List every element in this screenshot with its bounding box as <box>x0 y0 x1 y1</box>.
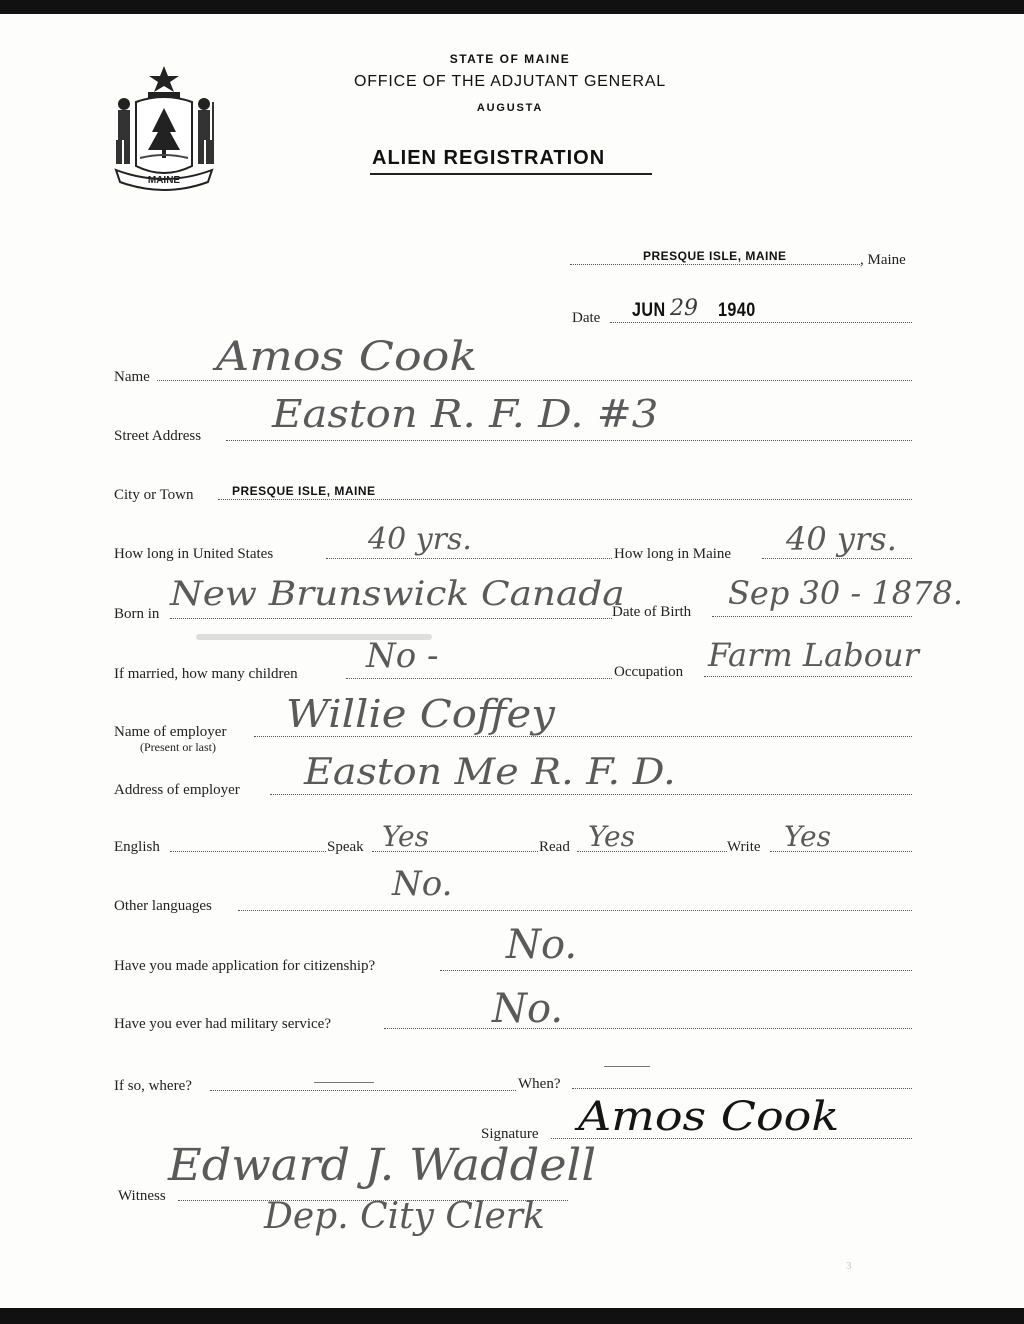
header-city: AUGUSTA <box>476 102 544 114</box>
date-of-birth-line[interactable] <box>712 616 912 617</box>
witness-title: Dep. City Clerk <box>264 1196 545 1237</box>
military-label: Have you ever had military service? <box>114 1016 331 1032</box>
location-suffix: , Maine <box>860 252 906 268</box>
employer-name-line[interactable] <box>254 736 912 737</box>
maine-duration-line[interactable] <box>762 558 912 559</box>
city-label: City or Town <box>114 487 194 503</box>
write-label: Write <box>727 839 761 855</box>
date-of-birth-value: Sep 30 - 1878. <box>728 574 963 612</box>
children-value: No - <box>366 636 439 676</box>
name-label: Name <box>114 369 150 385</box>
scan-border-bottom <box>0 1308 1024 1324</box>
born-in-label: Born in <box>114 606 160 622</box>
where-line[interactable] <box>210 1090 516 1091</box>
maine-state-seal-icon <box>108 62 220 192</box>
other-languages-label: Other languages <box>114 898 212 914</box>
citizenship-line[interactable] <box>440 970 912 971</box>
street-address-label: Street Address <box>114 428 202 444</box>
occupation-line[interactable] <box>704 676 912 677</box>
when-pencil-dash <box>604 1066 650 1067</box>
english-line <box>170 851 326 852</box>
other-languages-line[interactable] <box>238 910 912 911</box>
maine-duration-value: 40 yrs. <box>786 520 897 558</box>
military-value: No. <box>492 986 564 1032</box>
location-stamp: PRESQUE ISLE, MAINE <box>643 249 787 263</box>
date-year-stamp: 1940 <box>718 300 756 321</box>
employer-address-label: Address of employer <box>114 782 240 798</box>
speak-label: Speak <box>327 839 364 855</box>
date-month-stamp: JUN <box>632 300 666 321</box>
english-label: English <box>114 839 160 855</box>
maine-duration-label: How long in Maine <box>614 546 732 562</box>
city-line[interactable] <box>218 499 912 500</box>
when-label: When? <box>518 1076 561 1092</box>
scan-border-top <box>0 0 1024 14</box>
military-line[interactable] <box>384 1028 912 1029</box>
date-day-handwritten: 29 <box>670 296 698 321</box>
us-duration-value: 40 yrs. <box>368 522 472 557</box>
employer-address-value: Easton Me R. F. D. <box>304 752 676 793</box>
children-label: If married, how many children <box>114 666 298 682</box>
employer-name-sublabel: (Present or last) <box>140 740 216 754</box>
write-value: Yes <box>784 820 831 853</box>
where-label: If so, where? <box>114 1078 192 1094</box>
form-title: ALIEN REGISTRATION <box>372 147 606 169</box>
faint-mark: 3 <box>846 1260 852 1272</box>
employer-name-value: Willie Coffey <box>286 692 555 736</box>
witness-value: Edward J. Waddell <box>168 1140 597 1191</box>
signature-label: Signature <box>481 1126 539 1142</box>
street-address-value: Easton R. F. D. #3 <box>272 392 659 436</box>
city-value-stamp: PRESQUE ISLE, MAINE <box>232 484 376 498</box>
born-in-value: New Brunswick Canada <box>170 574 625 614</box>
name-line[interactable] <box>157 380 912 381</box>
other-languages-value: No. <box>392 864 453 904</box>
date-of-birth-label: Date of Birth <box>612 604 692 620</box>
born-in-line[interactable] <box>170 618 612 619</box>
street-address-line[interactable] <box>226 440 912 441</box>
where-pencil-dash <box>314 1082 374 1083</box>
read-label: Read <box>539 839 570 855</box>
occupation-value: Farm Labour <box>708 636 919 674</box>
header-office: OFFICE OF THE ADJUTANT GENERAL <box>353 73 667 90</box>
header-state: STATE OF MAINE <box>449 52 571 66</box>
employer-name-label: Name of employer <box>114 724 227 740</box>
location-line <box>570 264 860 265</box>
speak-value: Yes <box>382 820 429 853</box>
date-label: Date <box>572 310 601 326</box>
employer-address-line[interactable] <box>270 794 912 795</box>
date-line[interactable] <box>610 322 912 323</box>
citizenship-value: No. <box>506 922 578 968</box>
read-value: Yes <box>588 820 635 853</box>
occupation-label: Occupation <box>614 664 684 680</box>
children-line[interactable] <box>346 678 612 679</box>
us-duration-line[interactable] <box>326 558 612 559</box>
title-underline <box>370 173 652 175</box>
name-value: Amos Cook <box>216 334 478 380</box>
us-duration-label: How long in United States <box>114 546 274 562</box>
signature-value: Amos Cook <box>578 1094 840 1140</box>
citizenship-label: Have you made application for citizenship? <box>114 958 376 974</box>
when-line[interactable] <box>572 1088 912 1089</box>
seal-banner-text: MAINE <box>147 175 181 186</box>
witness-label: Witness <box>118 1188 166 1204</box>
